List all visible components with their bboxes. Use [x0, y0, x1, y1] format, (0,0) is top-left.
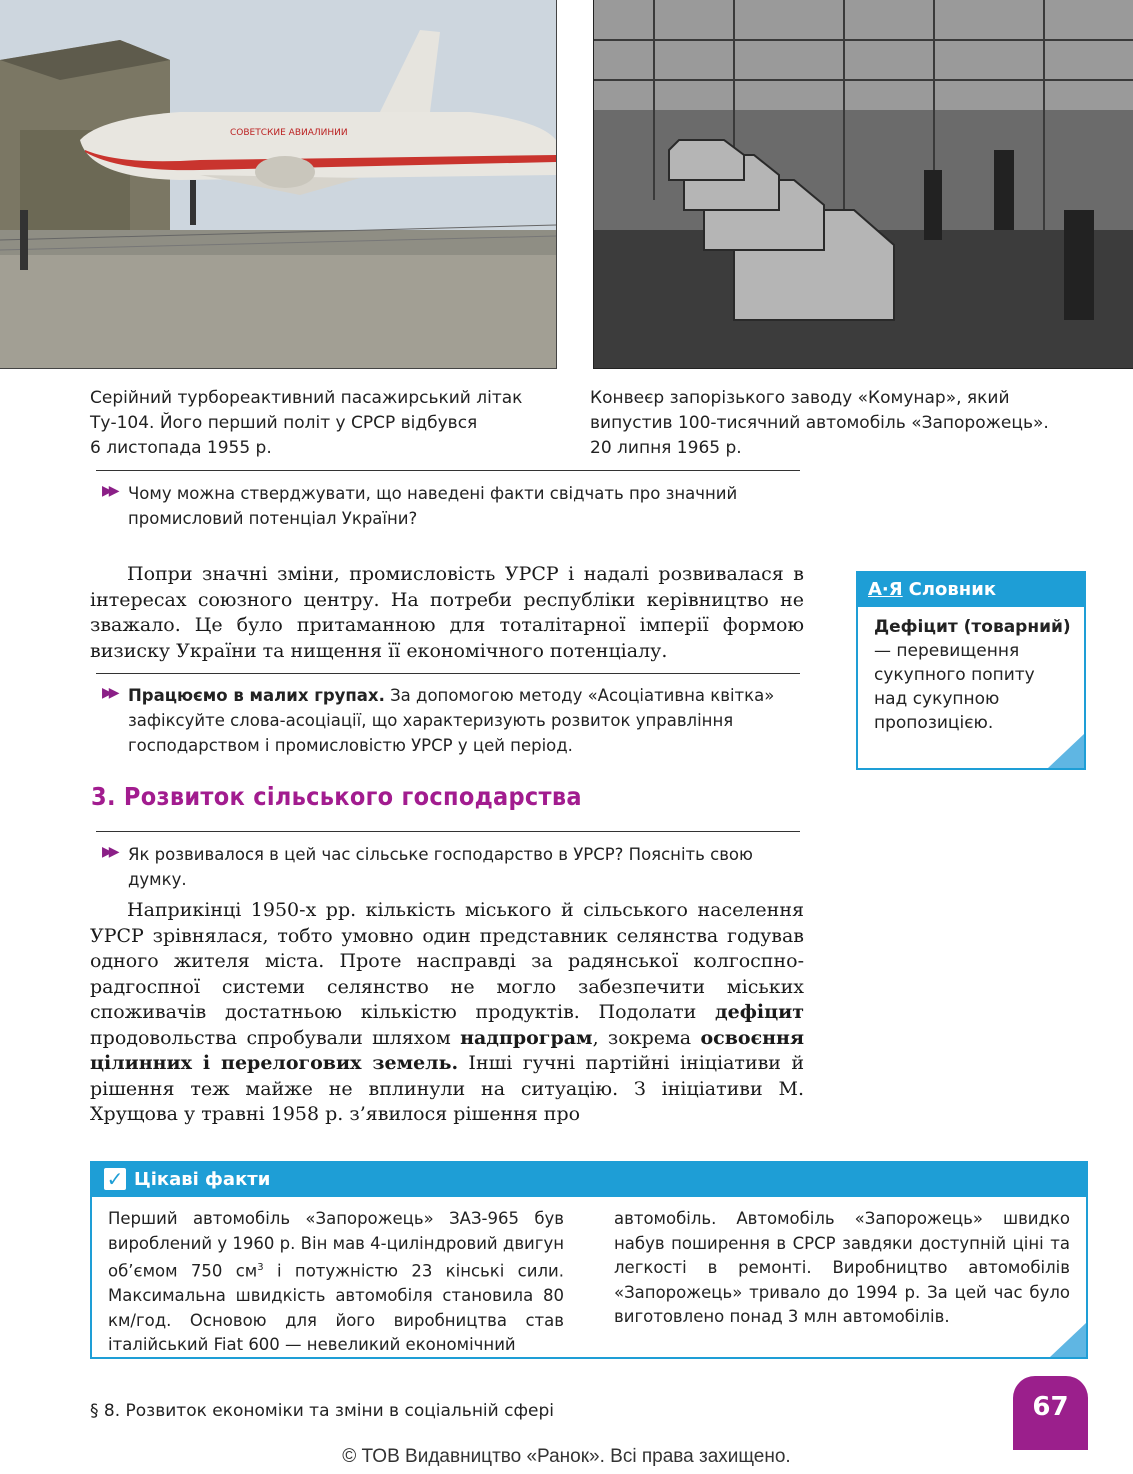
- question-lead: Працюємо в малих групах.: [128, 686, 385, 705]
- question-text: Як розвивалося в цей час сільське господарство в УРСР? Поясніть свою думку.: [128, 845, 753, 889]
- photo-tu104-plane: [0, 0, 557, 369]
- section-title: 3. Розвиток сільського господарства: [91, 782, 582, 811]
- text-run: і потужністю 23 кінські сили. Максимальна швидкість автомобіля становила 80 км/год. Основою для його виробництва став італійський Fiat 600 — невеликий економічний: [108, 1261, 564, 1354]
- question-body: За допомогою методу «Асоціативна квітка» зафіксуйте слова-асоціації, що характеризують розвиток управління господарством і промисловістю УРСР у цей період.: [128, 686, 775, 755]
- checkmark-icon: ✓: [104, 1168, 126, 1190]
- photo-zaporozhets-factory: [593, 0, 1133, 369]
- question-block-1: [102, 481, 802, 531]
- divider-line: [96, 673, 800, 674]
- corner-triangle-icon: [1048, 734, 1084, 768]
- term-virgin-lands: освоєння цілинних і перелогових земель.: [90, 1026, 804, 1074]
- question-block-2: [102, 683, 802, 758]
- double-arrow-icon: ▶▶: [102, 483, 116, 499]
- glossary-title: Словник: [908, 579, 997, 600]
- text-run: продовольства спробували шляхом: [90, 1026, 461, 1049]
- facts-title: Цікаві факти: [134, 1169, 271, 1190]
- corner-triangle-icon: [1050, 1323, 1086, 1357]
- question-text: [128, 683, 802, 758]
- glossary-entry: [858, 607, 1084, 735]
- copyright-notice: © ТОВ Видавництво «Ранок». Всі права захищено.: [342, 1446, 791, 1467]
- question-text: Чому можна стверджувати, що наведені факти свідчать про значний промисловий потенціал України?: [128, 484, 738, 528]
- glossary-badge: А·Я: [868, 579, 903, 600]
- facts-column-1: [108, 1207, 564, 1358]
- facts-header: [92, 1163, 1086, 1197]
- divider-line: [96, 470, 800, 471]
- plane-livery-text: СОВЕТСКИЕ АВИАЛИНИИ: [230, 128, 348, 138]
- glossary-header: [858, 573, 1084, 607]
- factory-illustration: [594, 0, 1133, 368]
- question-block-3: [102, 842, 802, 892]
- interesting-facts-box: [90, 1161, 1088, 1359]
- text-run: Перший автомобіль «Запорожець» ЗАЗ-965 був вироблений у 1960 р. Він мав 4-циліндровий двигун об’ємом 750 см: [108, 1209, 564, 1281]
- double-arrow-icon: ▶▶: [102, 685, 116, 701]
- term-superprograms: надпрограм: [460, 1026, 593, 1049]
- glossary-term: Дефіцит (товарний): [874, 617, 1071, 637]
- term-deficit: дефіцит: [714, 1001, 804, 1023]
- glossary-box: [856, 571, 1086, 770]
- page-number: 67: [1013, 1376, 1088, 1450]
- caption-factory: Конвеєр запорізького заводу «Комунар», який випустив 100-тисячний автомобіль «Запорожець». 20 липня 1965 р.: [590, 388, 1049, 458]
- glossary-definition: — перевищення сукупного попиту над сукупною пропозицією.: [874, 641, 1035, 733]
- plane-illustration: [0, 0, 556, 368]
- text-run: Інші гучні партійні ініціативи й рішення теж майже не вплинули на ситуацію. З ініціативи М. Хрущова у травні 1958 р. з’явилося рішення про: [90, 1052, 804, 1125]
- paragraph-agriculture: [90, 898, 804, 1128]
- paragraph-industry: Попри значні зміни, промисловість УРСР і надалі розвивалася в інтересах союзного центру. На потреби республіки керівництво не зважало. Це було притаманною для тоталітарної імперії формою визиску України та нищення її економічного потенціалу.: [90, 563, 804, 662]
- text-run: Наприкінці 1950-х рр. кількість міського й сільського населення УРСР зрівнялася, тобто умовно один представник селянства годував одного жителя міста. Проте насправді за радянської колгоспно-радгоспної системи селянство не могло забезпечити міських споживачів достатньою кількістю продуктів. Подолати: [90, 899, 804, 1023]
- double-arrow-icon: ▶▶: [102, 844, 116, 860]
- superscript: 3: [257, 1262, 264, 1273]
- divider-line: [96, 831, 800, 832]
- footer-section-title: § 8. Розвиток економіки та зміни в соціальній сфері: [90, 1401, 554, 1421]
- text-run: , зокрема: [592, 1026, 701, 1049]
- caption-plane: Серійний турбореактивний пасажирський літак Ту-104. Його перший політ у СРСР відбувся 6 листопада 1955 р.: [90, 388, 523, 458]
- facts-column-2: автомобіль. Автомобіль «Запорожець» швидко набув поширення в СРСР завдяки доступній ціні та легкості в ремонті. Виробництво автомобілів «Запорожець» тривало до 1994 р. За цей час було виготовлено понад 3 млн автомобілів.: [614, 1209, 1070, 1326]
